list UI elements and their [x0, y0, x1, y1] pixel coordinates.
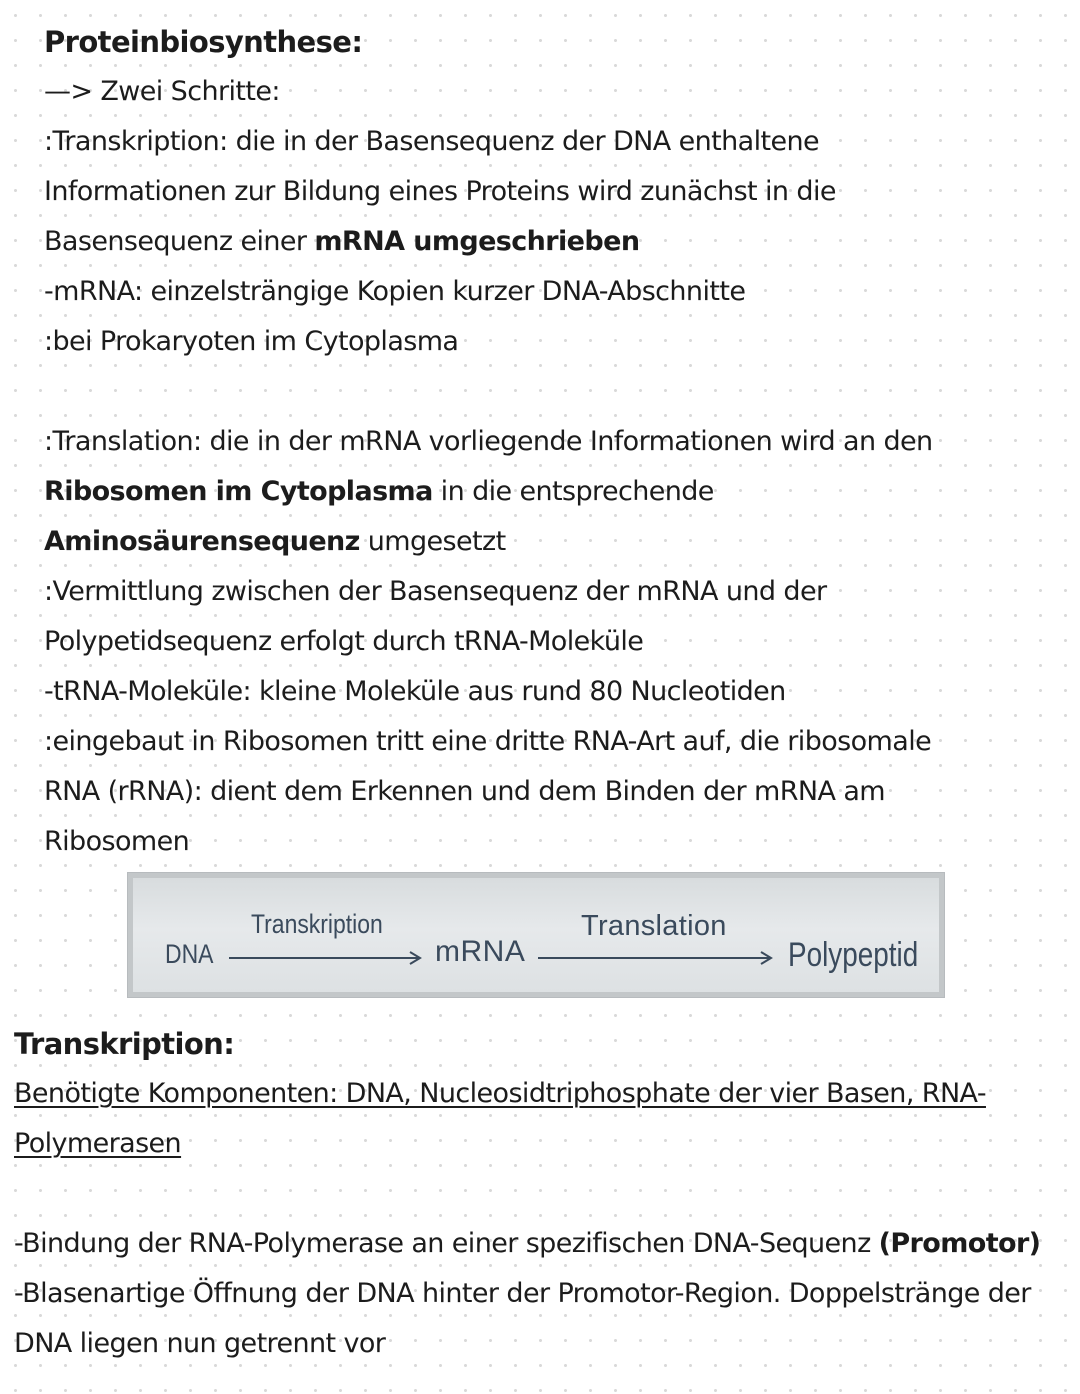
steps-intro: —> Zwei Schritte:: [44, 76, 280, 107]
translation-line-3: [44, 517, 506, 567]
components-line-2: Polymerasen: [14, 1128, 182, 1159]
ribosomen-emphasis: Ribosomen im Cytoplasma: [44, 476, 433, 507]
rrna-line-2: RNA (rRNA): dient dem Erkennen und dem Binden der mRNA am: [44, 776, 885, 807]
translation-line-4: :Vermittlung zwischen der Basensequenz der mRNA und der: [44, 576, 827, 607]
dna-label: DNA: [165, 939, 214, 969]
transcription-line-1: :Transkription: die in der Basensequenz der DNA enthaltene: [44, 126, 820, 157]
mrna-emphasis: mRNA umgeschrieben: [314, 226, 640, 257]
section-title-transkription: Transkription:: [14, 1027, 235, 1061]
transkription-arrow-label: Transkription: [251, 909, 383, 939]
step-opening-line-2: DNA liegen nun getrennt vor: [14, 1328, 386, 1359]
rrna-line-1: :eingebaut in Ribosomen tritt eine dritte RNA-Art auf, die ribosomale: [44, 726, 932, 757]
flow-diagram-image: [128, 873, 944, 997]
section-title-proteinbiosynthese: Proteinbiosynthese:: [44, 25, 363, 59]
polypeptid-label: Polypeptid: [788, 936, 919, 974]
translation-line-2-text: in die entsprechende: [432, 476, 714, 507]
translation-arrow-label: Translation: [581, 910, 727, 942]
translation-line-3-text: umgesetzt: [359, 526, 506, 557]
arrow-transcription: [229, 952, 420, 964]
step-binding-text: -Bindung der RNA-Polymerase an einer spezifischen DNA-Sequenz: [14, 1228, 879, 1259]
step-opening-line-1: -Blasenartige Öffnung der DNA hinter der Promotor-Region. Doppelstränge der: [14, 1278, 1031, 1309]
components-line-1: Benötigte Komponenten: DNA, Nucleosidtriphosphate der vier Basen, RNA-: [14, 1078, 986, 1109]
transcription-line-3: [44, 217, 639, 267]
mrna-definition: -mRNA: einzelsträngige Kopien kurzer DNA-Abschnitte: [44, 276, 746, 307]
translation-line-2: [44, 467, 714, 517]
rrna-line-3: Ribosomen: [44, 826, 190, 857]
translation-line-1: :Translation: die in der mRNA vorliegende Informationen wird an den: [44, 426, 933, 457]
transcription-line-3-text: Basensequenz einer: [44, 226, 315, 257]
prokaryote-note: :bei Prokaryoten im Cytoplasma: [44, 326, 459, 357]
arrow-translation: [538, 952, 771, 964]
aminosaeure-emphasis: Aminosäurensequenz: [44, 526, 360, 557]
mrna-label: mRNA: [435, 935, 526, 968]
transcription-line-2: Informationen zur Bildung eines Proteins wird zunächst in die: [44, 176, 836, 207]
translation-line-5: Polypetidsequenz erfolgt durch tRNA-Moleküle: [44, 626, 644, 657]
promotor-emphasis: (Promotor): [878, 1228, 1041, 1259]
step-binding: [14, 1219, 1040, 1269]
trna-definition: -tRNA-Moleküle: kleine Moleküle aus rund 80 Nucleotiden: [44, 676, 786, 707]
